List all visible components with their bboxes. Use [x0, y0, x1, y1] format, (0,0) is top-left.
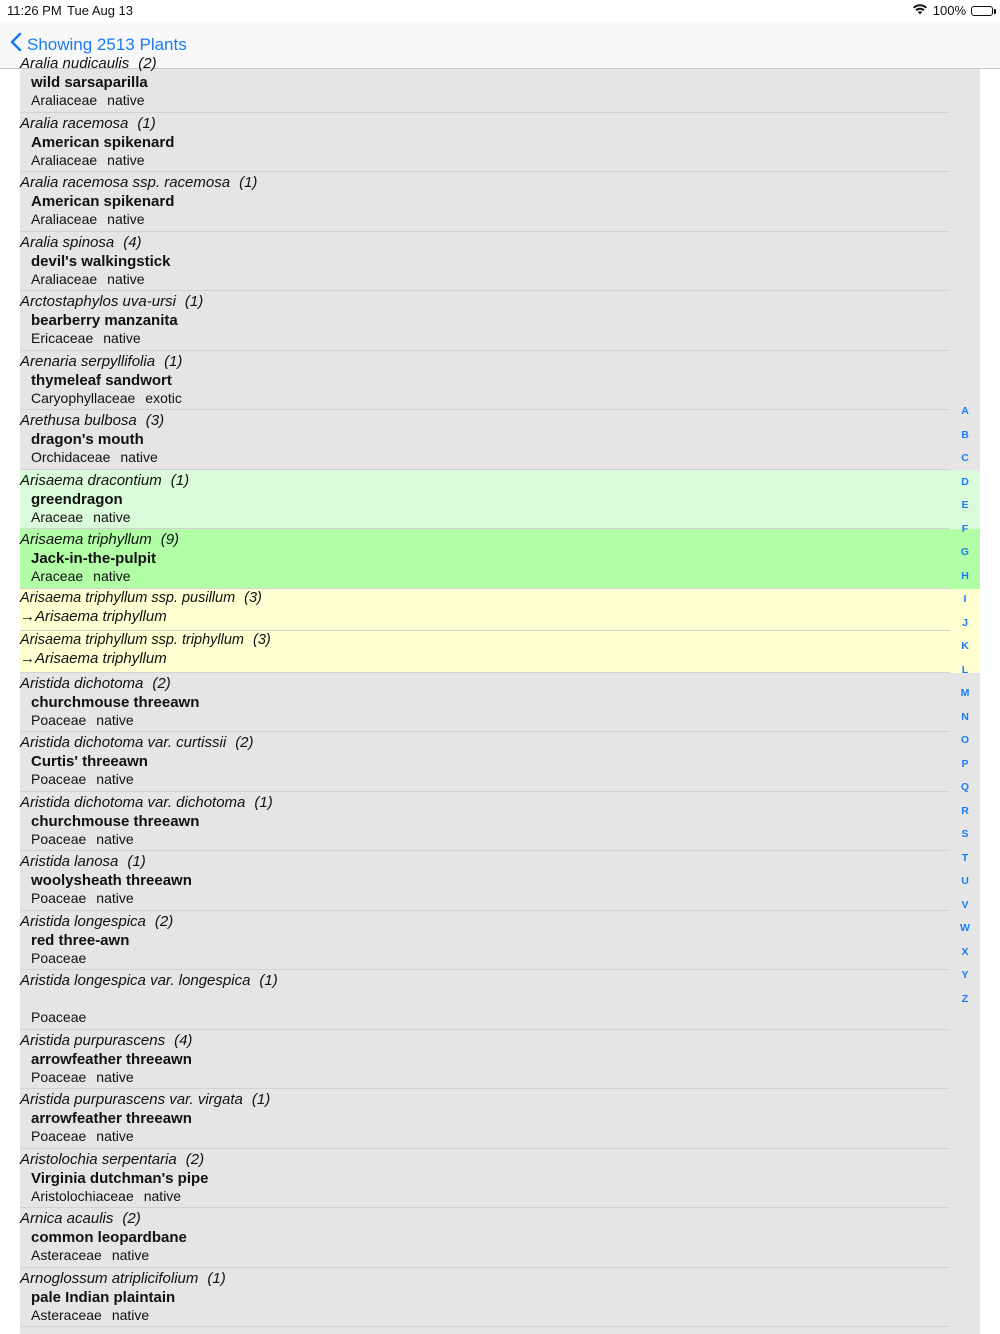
index-letter-e[interactable]: E [961, 499, 969, 511]
native-status: native [96, 890, 134, 906]
scientific-name [20, 174, 257, 191]
family-name: Araliaceae [31, 211, 98, 227]
index-letter-x[interactable]: X [961, 945, 969, 958]
observation-count: (2) [122, 1210, 141, 1227]
scientific-name-text: Aralia racemosa [20, 114, 129, 132]
index-letter-p[interactable]: P [961, 757, 969, 770]
scientific-name [20, 1210, 141, 1227]
index-letter-n[interactable]: N [961, 710, 969, 723]
battery-icon [971, 6, 993, 16]
index-letter-d[interactable]: D [961, 475, 969, 488]
scientific-name [20, 1151, 204, 1168]
synonym-target: →Arisaema triphyllum [20, 649, 167, 667]
native-status: native [96, 1068, 134, 1085]
scientific-name-text: Arisaema triphyllum ssp. triphyllum [20, 631, 245, 648]
scientific-name-text: Aristida dichotoma var. curtissii [20, 734, 227, 751]
family-name: Caryophyllaceae [31, 389, 136, 406]
scientific-name [20, 853, 146, 870]
native-status: native [111, 1247, 150, 1263]
family-line [31, 449, 158, 465]
native-status: native [96, 711, 134, 728]
native-status: native [93, 508, 131, 525]
scientific-name-text: Arnica acaulis [20, 1210, 114, 1227]
observation-count: (1) [170, 471, 190, 489]
native-status: exotic [145, 389, 182, 406]
scientific-name [20, 1270, 226, 1287]
native-status: native [107, 151, 145, 168]
common-name: Curtis' threeawn [31, 753, 148, 770]
observation-count: (9) [160, 531, 180, 548]
family-name: Poaceae [31, 1128, 87, 1144]
observation-count: (2) [152, 674, 171, 692]
status-right [912, 3, 993, 18]
scientific-name [20, 632, 271, 648]
family-line [31, 890, 134, 906]
family-name: Poaceae [31, 1009, 87, 1025]
family-line [31, 509, 131, 525]
plant-row[interactable] [20, 1030, 980, 1090]
plant-row[interactable] [20, 1089, 980, 1149]
plant-row[interactable] [20, 792, 980, 852]
family-name: Araliaceae [31, 92, 98, 108]
family-line [31, 1247, 149, 1263]
index-letter-i[interactable]: I [963, 593, 967, 605]
observation-count: (1) [137, 114, 156, 132]
index-letter-y[interactable]: Y [961, 969, 969, 981]
wifi-icon [912, 3, 928, 18]
scientific-name-text: Aristida lanosa [20, 853, 119, 870]
plant-row[interactable] [20, 172, 980, 232]
index-letter-m[interactable]: M [960, 687, 970, 699]
family-name: Aristolochiaceae [31, 1187, 134, 1204]
scientific-name-text: Aralia spinosa [20, 233, 115, 251]
common-name: bearberry manzanita [31, 312, 178, 329]
common-name: dragon's mouth [31, 431, 144, 448]
native-status: native [96, 1128, 134, 1144]
index-letter-f[interactable]: F [961, 522, 969, 535]
scientific-name [20, 55, 157, 72]
index-letter-r[interactable]: R [961, 804, 969, 817]
family-line [31, 1009, 96, 1025]
native-status: native [107, 270, 145, 287]
family-line [31, 390, 182, 406]
scientific-name-text: Aristida dichotoma [20, 674, 144, 692]
index-letter-t[interactable]: T [961, 851, 969, 864]
status-time: 11:26 PM [7, 3, 62, 18]
native-status: native [143, 1187, 182, 1204]
index-letter-l[interactable]: L [961, 663, 969, 676]
common-name: woolysheath threeawn [31, 872, 192, 889]
observation-count: (2) [185, 1150, 205, 1168]
native-status: native [120, 449, 158, 465]
family-name: Asteraceae [31, 1247, 102, 1263]
scientific-name-text: Aristida purpurascens [20, 1031, 166, 1049]
family-name: Poaceae [31, 830, 87, 847]
synonym-row[interactable] [20, 589, 980, 631]
index-letter-g[interactable]: G [960, 546, 970, 558]
family-name: Poaceae [31, 1068, 87, 1085]
plant-row[interactable] [20, 291, 980, 351]
family-name: Asteraceae [31, 1306, 102, 1323]
common-name: churchmouse threeawn [31, 693, 200, 711]
battery-percent: 100% [932, 3, 966, 18]
scientific-name [20, 794, 273, 811]
observation-count: (4) [174, 1031, 193, 1049]
common-name: churchmouse threeawn [31, 812, 200, 830]
scientific-name-text: Aristida longespica var. longespica [20, 972, 251, 989]
plant-row[interactable] [20, 529, 980, 589]
common-name: common leopardbane [31, 1229, 187, 1246]
native-status: native [107, 211, 145, 227]
observation-count: (1) [251, 1091, 271, 1108]
index-letter-z[interactable]: Z [961, 992, 969, 1005]
family-line [31, 211, 145, 227]
plant-row[interactable] [20, 1208, 980, 1268]
plant-row[interactable] [20, 1149, 980, 1209]
scientific-name [20, 1091, 270, 1108]
alphabet-index[interactable] [953, 400, 977, 1011]
family-line [31, 1069, 134, 1085]
scientific-name-text: Arctostaphylos uva-ursi [20, 293, 176, 310]
observation-count: (2) [235, 734, 254, 751]
index-letter-o[interactable]: O [960, 734, 970, 746]
plant-list-content [20, 53, 980, 1327]
observation-count: (1) [259, 972, 278, 989]
common-name: greendragon [31, 490, 123, 508]
status-date: Tue Aug 13 [67, 3, 134, 18]
plant-row[interactable] [20, 1268, 980, 1328]
scientific-name-text: Aristida purpurascens var. virgata [20, 1091, 243, 1108]
observation-count: (1) [184, 293, 204, 310]
plant-row[interactable] [20, 970, 980, 1030]
family-name: Poaceae [31, 771, 87, 787]
plant-list[interactable] [20, 55, 980, 1334]
scientific-name [20, 1032, 192, 1049]
index-letter-q[interactable]: Q [960, 781, 970, 793]
native-status: native [93, 568, 131, 584]
synonym-target: →Arisaema triphyllum [20, 607, 167, 625]
native-status: native [96, 771, 134, 787]
common-name: American spikenard [31, 133, 175, 151]
back-button-label: Showing 2513 Plants [27, 34, 187, 54]
scientific-name-text: Arnoglossum atriplicifolium [20, 1269, 199, 1287]
plant-row[interactable] [20, 732, 980, 792]
family-line [31, 712, 134, 728]
scientific-name-text: Aralia racemosa ssp. racemosa [20, 174, 231, 191]
plant-row[interactable] [20, 470, 980, 530]
scientific-name-text: Arisaema dracontium [20, 471, 162, 489]
family-name: Araliaceae [31, 151, 98, 168]
family-name: Poaceae [31, 711, 87, 728]
plant-row[interactable] [20, 911, 980, 971]
family-line [31, 950, 96, 966]
scientific-name [20, 412, 164, 429]
scientific-name [20, 590, 262, 606]
native-status: native [111, 1306, 150, 1323]
observation-count: (1) [207, 1269, 226, 1287]
family-name: Araceae [31, 508, 84, 525]
observation-count: (1) [254, 793, 273, 811]
observation-count: (3) [244, 589, 262, 606]
family-name: Poaceae [31, 949, 87, 966]
scientific-name [20, 234, 142, 251]
observation-count: (1) [239, 174, 258, 191]
observation-count: (2) [138, 55, 157, 72]
family-line [31, 771, 134, 787]
common-name: arrowfeather threeawn [31, 1050, 192, 1068]
plant-row[interactable] [20, 410, 980, 470]
observation-count: (2) [154, 912, 174, 930]
native-status: native [103, 330, 141, 346]
family-line [31, 1307, 149, 1323]
native-status: native [107, 92, 145, 108]
scientific-name-text: Arethusa bulbosa [20, 412, 137, 429]
synonym-row[interactable] [20, 631, 980, 673]
scientific-name-text: Arenaria serpyllifolia [20, 352, 156, 370]
common-name: red three-awn [31, 931, 130, 949]
family-line [31, 1188, 181, 1204]
scientific-name-text: Arisaema triphyllum ssp. pusillum [20, 589, 236, 606]
plant-row[interactable] [20, 851, 980, 911]
scientific-name [20, 972, 278, 989]
index-letter-s[interactable]: S [961, 828, 969, 840]
scientific-name-text: Aralia nudicaulis [20, 55, 130, 72]
common-name: pale Indian plaintain [31, 1288, 176, 1306]
family-line [31, 568, 131, 584]
scientific-name [20, 913, 173, 930]
index-letter-h[interactable]: H [961, 569, 969, 582]
family-name: Poaceae [31, 890, 87, 906]
scientific-name-text: Aristida longespica [20, 912, 146, 930]
index-letter-w[interactable]: W [960, 922, 970, 934]
plant-row[interactable] [20, 232, 980, 292]
family-line [31, 1128, 134, 1144]
status-bar [0, 0, 1000, 22]
plant-row[interactable] [20, 113, 980, 173]
index-letter-k[interactable]: K [961, 640, 969, 652]
family-line [31, 92, 145, 108]
observation-count: (1) [127, 853, 146, 870]
family-line [31, 271, 145, 287]
native-status: native [96, 830, 134, 847]
common-name: arrowfeather threeawn [31, 1110, 192, 1127]
index-letter-u[interactable]: U [961, 875, 969, 887]
plant-row[interactable] [20, 673, 980, 733]
family-name: Orchidaceae [31, 449, 111, 465]
common-name: wild sarsaparilla [31, 74, 148, 91]
plant-row[interactable] [20, 53, 980, 113]
common-name: Virginia dutchman's pipe [31, 1169, 209, 1187]
family-name: Ericaceae [31, 330, 94, 346]
index-letter-a[interactable]: A [961, 405, 969, 417]
scientific-name [20, 531, 179, 548]
plant-row[interactable] [20, 351, 980, 411]
scientific-name-text: Arisaema triphyllum [20, 531, 152, 548]
family-name: Araceae [31, 568, 84, 584]
family-line [31, 152, 145, 168]
index-letter-j[interactable]: J [962, 616, 968, 629]
family-name: Araliaceae [31, 270, 98, 287]
index-letter-c[interactable]: C [961, 452, 969, 464]
index-letter-b[interactable]: B [961, 428, 969, 441]
scientific-name [20, 675, 171, 692]
observation-count: (1) [164, 352, 183, 370]
index-letter-v[interactable]: V [961, 898, 969, 911]
common-name: Jack-in-the-pulpit [31, 550, 157, 567]
scientific-name-text: Aristida dichotoma var. dichotoma [20, 793, 246, 811]
observation-count: (4) [123, 233, 142, 251]
common-name: American spikenard [31, 193, 175, 210]
scientific-name [20, 734, 254, 751]
scientific-name [20, 353, 182, 370]
family-line [31, 330, 141, 346]
scientific-name-text: Aristolochia serpentaria [20, 1150, 177, 1168]
observation-count: (3) [253, 631, 271, 648]
scientific-name [20, 472, 189, 489]
scientific-name [20, 115, 156, 132]
family-line [31, 831, 134, 847]
scientific-name [20, 293, 203, 310]
common-name: devil's walkingstick [31, 252, 171, 270]
observation-count: (3) [145, 412, 165, 429]
common-name: thymeleaf sandwort [31, 371, 172, 389]
